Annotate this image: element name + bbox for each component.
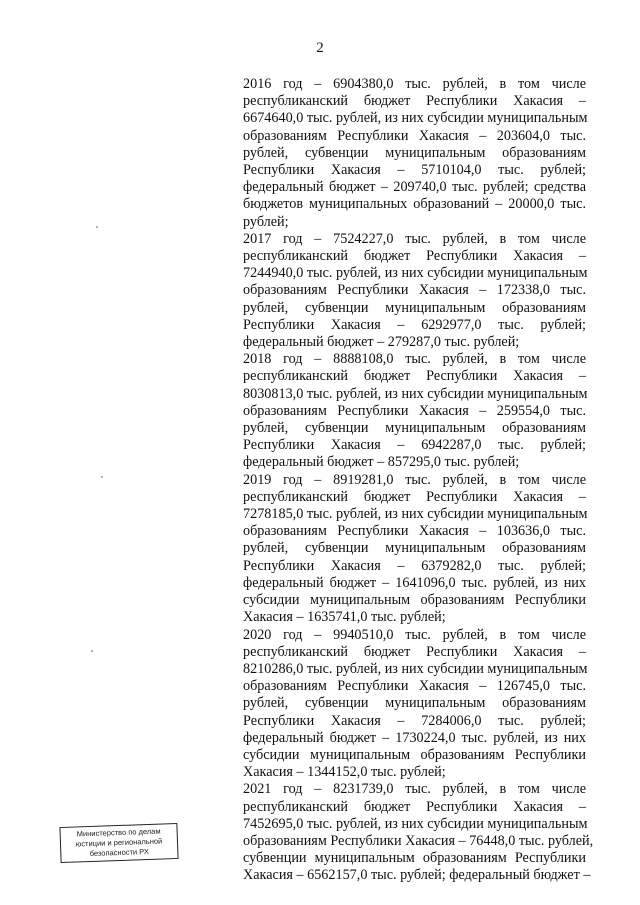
text-line: образованиям Республики Хакасия – 103636,0 тыс. (243, 523, 586, 540)
text-line: федеральный бюджет – 857295,0 тыс. рублей; (243, 454, 520, 471)
text-line: 2017 год – 7524227,0 тыс. рублей, в том числе (243, 230, 586, 247)
text-line: образованиям Республики Хакасия – 259554,0 тыс. (243, 402, 586, 419)
text-line: образованиям Республики Хакасия – 172338,0 тыс. (243, 282, 586, 299)
text-line: 2021 год – 8231739,0 тыс. рублей, в том числе (243, 781, 586, 798)
text-line: Республики Хакасия – 6379282,0 тыс. рублей; (243, 557, 586, 574)
text-line: 2018 год – 8888108,0 тыс. рублей, в том числе (243, 351, 586, 368)
text-line: рублей; (243, 213, 289, 230)
budget-paragraph-0 (243, 76, 586, 231)
page-number: 2 (316, 40, 324, 56)
text-line: Республики Хакасия – 7284006,0 тыс. рублей; (243, 712, 586, 729)
scan-speck (101, 476, 103, 478)
text-line: 2016 год – 6904380,0 тыс. рублей, в том числе (243, 76, 586, 92)
text-line: 2020 год – 9940510,0 тыс. рублей, в том числе (243, 626, 586, 643)
text-line: федеральный бюджет – 279287,0 тыс. рублей; (243, 334, 520, 351)
text-line: республиканский бюджет Республики Хакасия – (243, 248, 586, 265)
text-line: рублей, субвенции муниципальным образованиям (243, 299, 586, 316)
text-line: республиканский бюджет Республики Хакасия – (243, 643, 586, 660)
text-line: 7244940,0 тыс. рублей, из них субсидии муниципальным (243, 265, 588, 282)
stamp-line: Министерство по делам (76, 826, 161, 839)
budget-paragraph-2 (243, 351, 586, 471)
text-line: субсидии муниципальным образованиям Республики (243, 592, 586, 609)
text-line: Хакасия – 1344152,0 тыс. рублей; (243, 764, 446, 781)
text-line: рублей, субвенции муниципальным образованиям (243, 420, 586, 437)
text-line: 8210286,0 тыс. рублей, из них субсидии муниципальным (243, 660, 588, 677)
text-line: Республики Хакасия – 5710104,0 тыс. рублей; (243, 162, 586, 179)
text-line: образованиям Республики Хакасия – 76448,0 тыс. рублей, (243, 832, 594, 849)
text-line: образованиям Республики Хакасия – 126745,0 тыс. (243, 678, 586, 695)
budget-paragraph-1 (243, 231, 586, 351)
scan-speck (91, 650, 93, 652)
text-line: Республики Хакасия – 6292977,0 тыс. рублей; (243, 316, 586, 333)
text-line: федеральный бюджет – 209740,0 тыс. рублей; средства (243, 179, 586, 196)
text-line: образованиям Республики Хакасия – 203604,0 тыс. (243, 127, 586, 144)
stamp-line: юстиции и региональной (75, 836, 163, 849)
budget-paragraph-4 (243, 627, 586, 782)
text-line: федеральный бюджет – 1730224,0 тыс. рублей, из них (243, 729, 586, 746)
stamp-line: безопасности РХ (89, 846, 150, 859)
ministry-stamp (59, 823, 178, 863)
text-line: рублей, субвенции муниципальным образованиям (243, 540, 586, 557)
text-line: бюджетов муниципальных образований – 20000,0 тыс. (243, 196, 586, 213)
text-line: республиканский бюджет Республики Хакасия – (243, 798, 586, 815)
text-line: Хакасия – 1635741,0 тыс. рублей; (243, 609, 446, 626)
text-line: рублей, субвенции муниципальным образованиям (243, 144, 586, 161)
budget-paragraph-5 (243, 781, 594, 884)
text-line: республиканский бюджет Республики Хакасия – (243, 368, 586, 385)
text-line: 6674640,0 тыс. рублей, из них субсидии муниципальным (243, 110, 588, 127)
text-line: 7278185,0 тыс. рублей, из них субсидии муниципальным (243, 506, 588, 523)
text-line: Хакасия – 6562157,0 тыс. рублей; федеральный бюджет – (243, 867, 591, 884)
text-line: субсидии муниципальным образованиям Республики (243, 746, 586, 763)
scan-speck (96, 226, 98, 228)
text-line: рублей, субвенции муниципальным образованиям (243, 695, 586, 712)
text-line: 2019 год – 8919281,0 тыс. рублей, в том числе (243, 471, 586, 488)
text-line: субвенции муниципальным образованиям Республики (243, 850, 586, 867)
text-line: Республики Хакасия – 6942287,0 тыс. рублей; (243, 437, 586, 454)
text-line: республиканский бюджет Республики Хакасия – (243, 93, 586, 110)
budget-text-column (243, 76, 594, 885)
budget-paragraph-3 (243, 472, 586, 627)
text-line: федеральный бюджет – 1641096,0 тыс. рублей, из них (243, 574, 586, 591)
text-line: 7452695,0 тыс. рублей, из них субсидии муниципальным (243, 815, 588, 832)
text-line: республиканский бюджет Республики Хакасия – (243, 488, 586, 505)
text-line: 8030813,0 тыс. рублей, из них субсидии муниципальным (243, 385, 588, 402)
